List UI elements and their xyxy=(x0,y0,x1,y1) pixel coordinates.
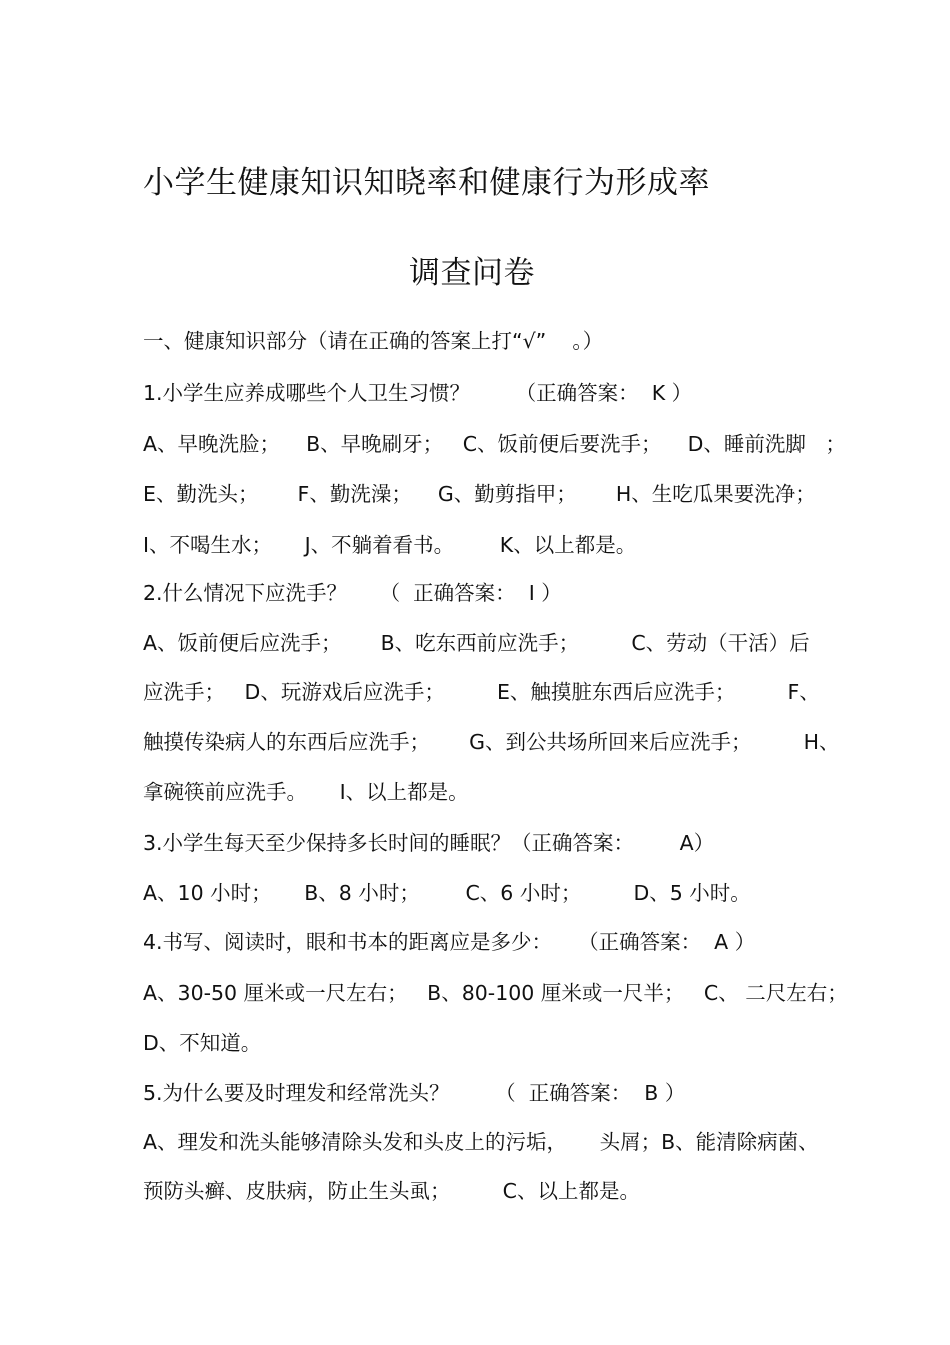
section-heading: 一、健康知识部分（请在正确的答案上打“√” 。） xyxy=(143,329,604,353)
question-5-options: 预防头癣、皮肤病，防止生头虱； C、以上都是。 xyxy=(143,1179,640,1203)
question-2-options: A、饭前便后应洗手； B、吃东西前应洗手； C、劳动（干活）后 xyxy=(143,631,810,655)
question-5-options: A、理发和洗头能够清除头发和头皮上的污垢， 头屑；B、能清除病菌、 xyxy=(143,1130,819,1154)
question-5: 5.为什么要及时理发和经常洗头？ （ 正确答案： B ） xyxy=(143,1081,686,1105)
question-1: 1.小学生应养成哪些个人卫生习惯？ （正确答案： K ） xyxy=(143,381,693,405)
question-2: 2.什么情况下应洗手？ （ 正确答案： I ） xyxy=(143,581,562,605)
question-1-options: E、勤洗头； F、勤洗澡； G、勤剪指甲； H、生吃瓜果要洗净； xyxy=(143,482,816,506)
question-2-options: 拿碗筷前应洗手。 I、以上都是。 xyxy=(143,780,469,804)
document-subtitle: 调查问卷 xyxy=(409,255,535,291)
question-1-options: A、早晚洗脸； B、早晚刷牙； C、饭前便后要洗手； D、睡前洗脚 ； xyxy=(143,432,846,456)
question-1-options: I、不喝生水； J、不躺着看书。 K、以上都是。 xyxy=(143,533,637,557)
question-3-options: A、10 小时； B、8 小时； C、6 小时； D、5 小时。 xyxy=(143,881,751,905)
question-2-options: 应洗手； D、玩游戏后应洗手； E、触摸脏东西后应洗手； F、 xyxy=(143,680,820,704)
question-4: 4.书写、阅读时，眼和书本的距离应是多少： （正确答案： A ） xyxy=(143,930,756,954)
question-4-options: A、30-50 厘米或一尺左右； B、80-100 厘米或一尺半； C、 二尺左右； xyxy=(143,981,848,1005)
question-4-options: D、不知道。 xyxy=(143,1031,262,1055)
question-2-options: 触摸传染病人的东西后应洗手； G、到公共场所回来后应洗手； H、 xyxy=(143,730,840,754)
question-3: 3.小学生每天至少保持多长时间的睡眠？（正确答案： A） xyxy=(143,831,715,855)
document-title: 小学生健康知识知晓率和健康行为形成率 xyxy=(143,165,710,201)
